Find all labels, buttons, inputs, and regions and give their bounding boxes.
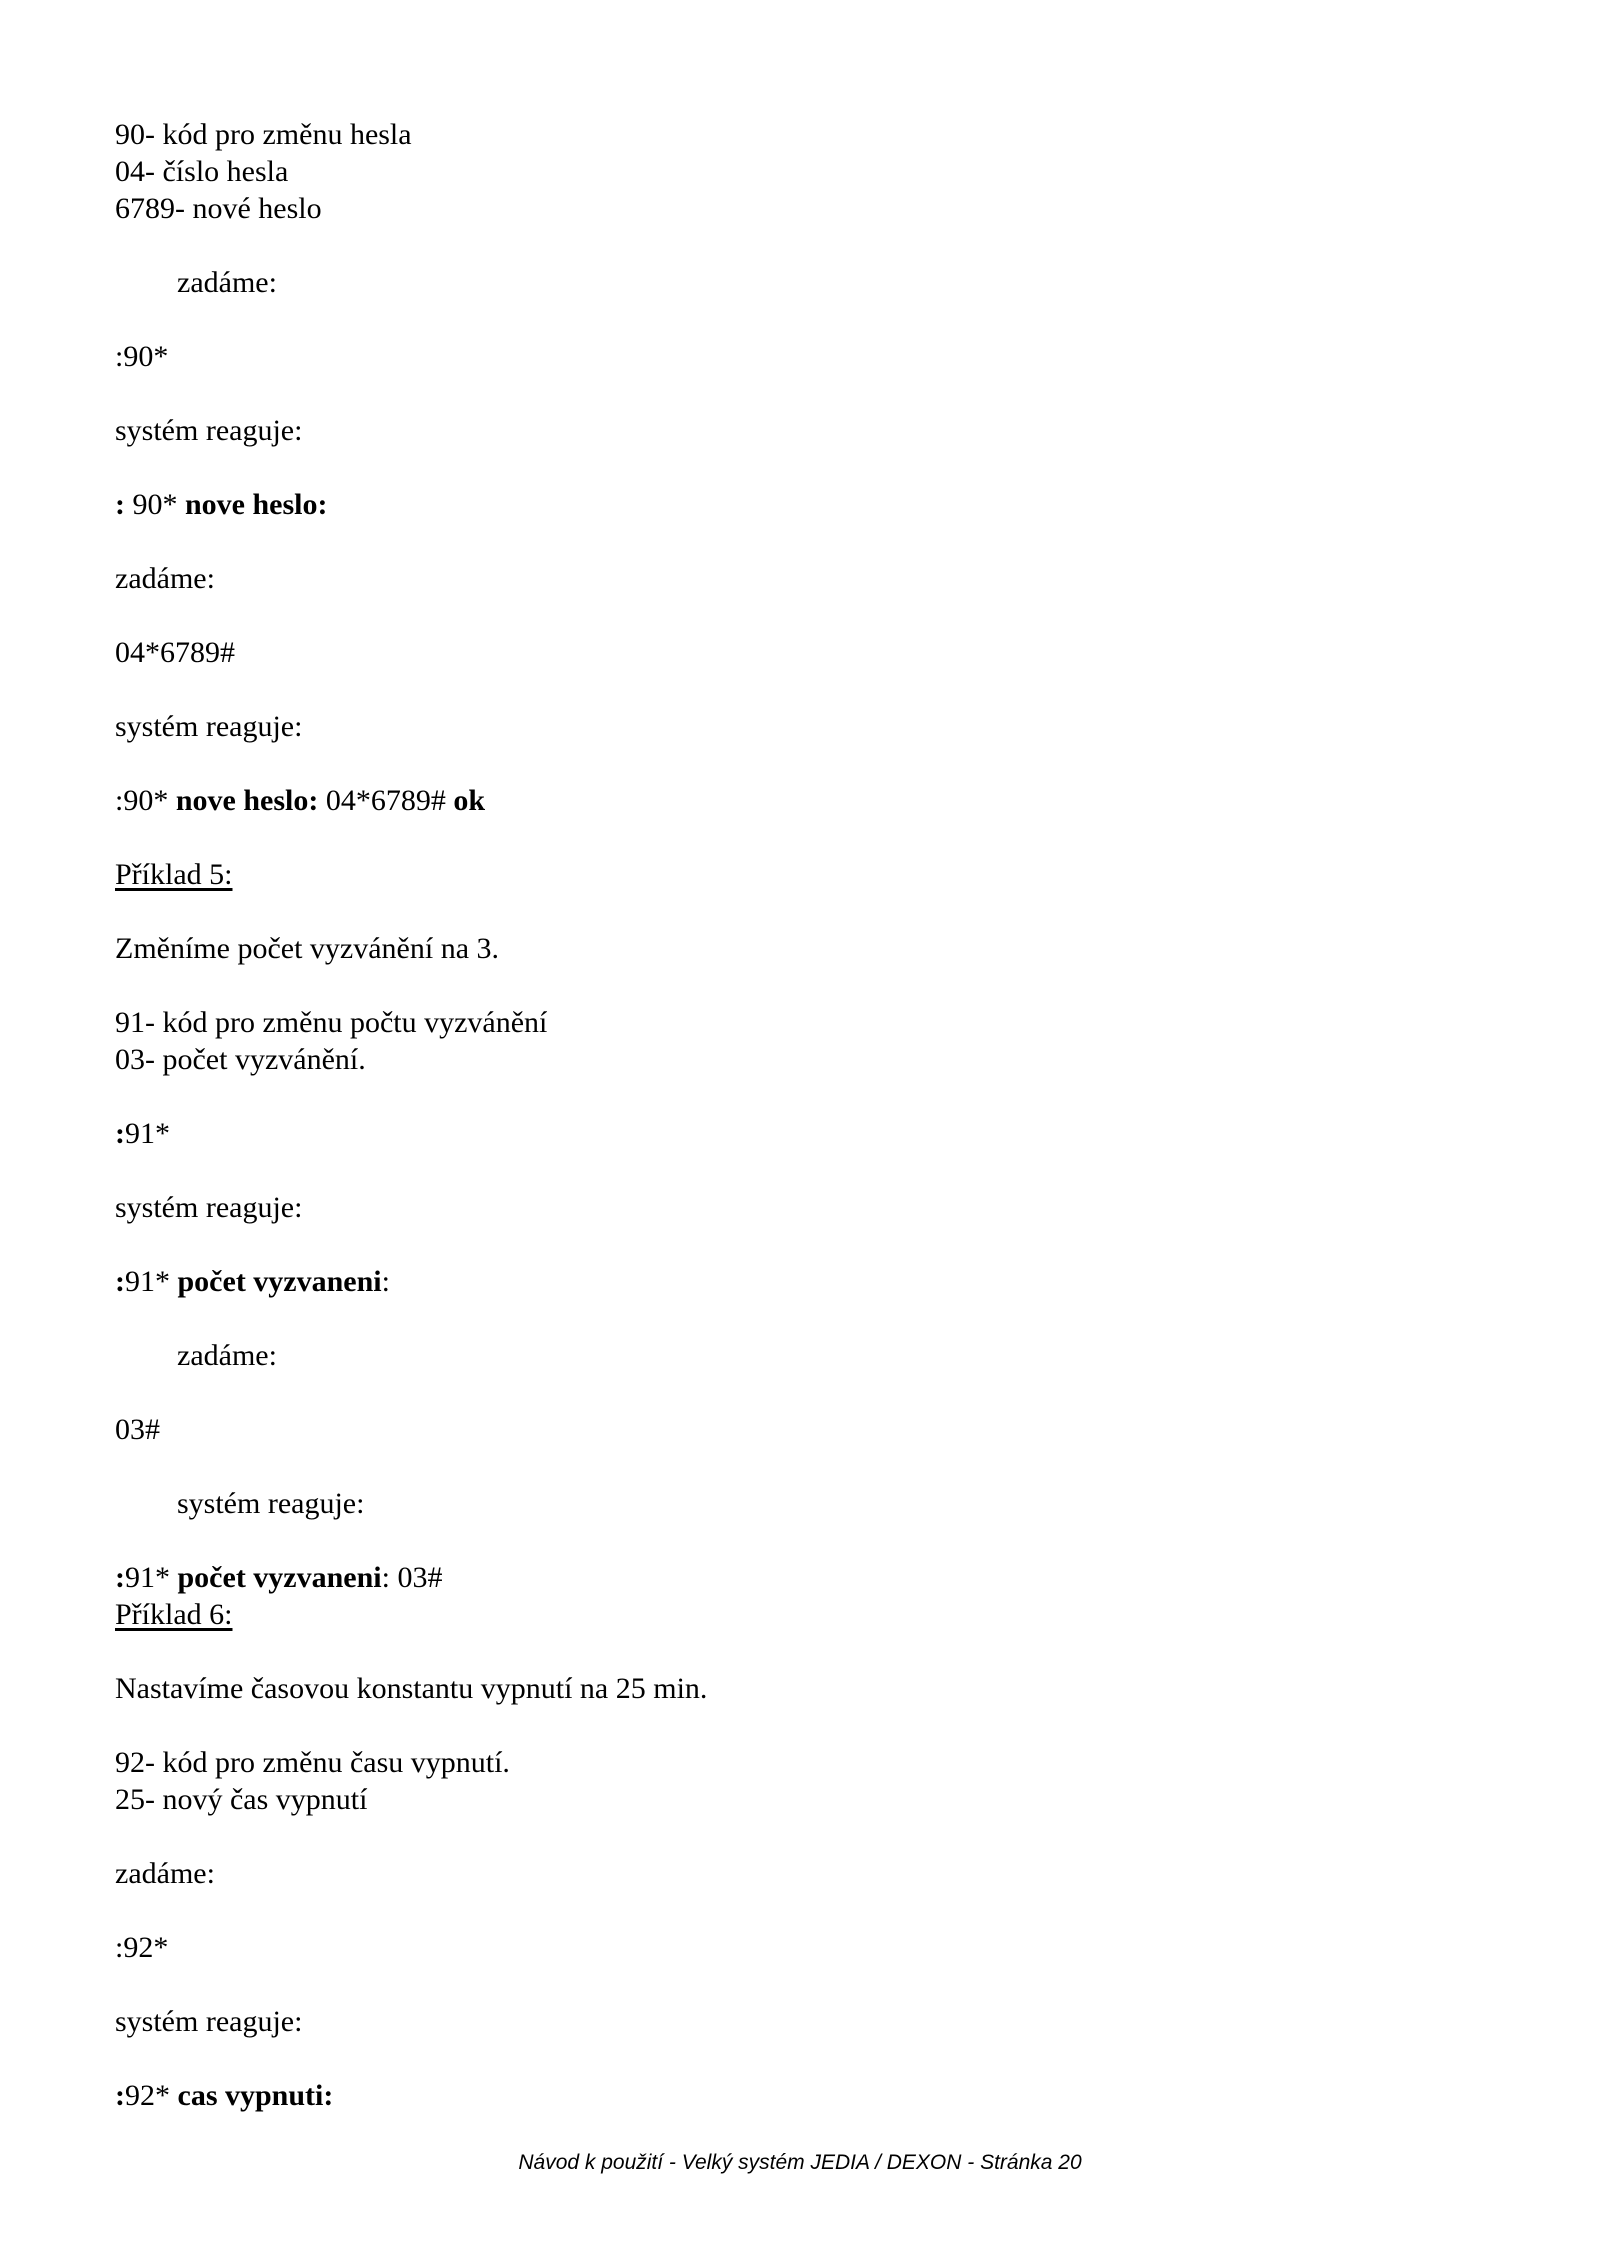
command-code: 91* (125, 1265, 178, 1298)
system-response-line (115, 486, 328, 523)
response-text: počet vyzvaneni (177, 1265, 382, 1298)
text-line: 6789- nové heslo (115, 192, 322, 225)
response-ok: ok (453, 784, 486, 817)
command-code: :90* (115, 784, 176, 817)
text-line: 90- kód pro změnu hesla (115, 118, 412, 151)
command-code: 90* (125, 488, 185, 521)
code-line: 03# (115, 1413, 160, 1446)
system-response-line (115, 1559, 442, 1596)
prompt-colon: : (115, 1117, 125, 1150)
code-line: 04*6789# (115, 636, 235, 669)
page-footer: Návod k použití - Velký systém JEDIA / DEXON - Stránka 20 (518, 2151, 1082, 2174)
text-line: zadáme: (177, 1339, 277, 1372)
code-line: :90* (115, 340, 169, 373)
prompt-colon: : (115, 1561, 125, 1594)
text-line: Změníme počet vyzvánění na 3. (115, 932, 500, 965)
text-line: zadáme: (115, 1857, 215, 1890)
text-line: Nastavíme časovou konstantu vypnutí na 25 min. (115, 1672, 708, 1705)
command-code: 91* (125, 1117, 170, 1150)
text-line: systém reaguje: (115, 414, 303, 447)
prompt-colon: : (115, 2079, 125, 2112)
text-line: systém reaguje: (115, 1191, 303, 1224)
command-code: 91* (125, 1561, 178, 1594)
prompt-colon: : (115, 488, 125, 521)
entered-value: : 03# (381, 1561, 443, 1594)
text-line: zadáme: (115, 562, 215, 595)
system-response-line (115, 2077, 333, 2114)
code-line (115, 1115, 170, 1152)
prompt-colon: : (115, 1265, 125, 1298)
text-line: 25- nový čas vypnutí (115, 1783, 368, 1816)
system-response-line (115, 782, 485, 819)
text-line: 04- číslo hesla (115, 155, 289, 188)
command-code: 92* (125, 2079, 178, 2112)
response-text: nove heslo: (175, 784, 319, 817)
system-response-line (115, 1263, 390, 1300)
response-colon: : (381, 1265, 390, 1298)
response-text: nove heslo: (185, 488, 328, 521)
text-line: 03- počet vyzvánění. (115, 1043, 366, 1076)
example-heading: Příklad 5: (115, 858, 233, 891)
text-line: 92- kód pro změnu času vypnutí. (115, 1746, 510, 1779)
text-line: zadáme: (177, 266, 277, 299)
example-heading: Příklad 6: (115, 1598, 233, 1631)
response-text: cas vypnuti: (177, 2079, 334, 2112)
entered-value: 04*6789# (318, 784, 454, 817)
text-line: systém reaguje: (177, 1487, 365, 1520)
text-line: 91- kód pro změnu počtu vyzvánění (115, 1006, 548, 1039)
text-line: systém reaguje: (115, 710, 303, 743)
response-text: počet vyzvaneni (177, 1561, 382, 1594)
code-line: :92* (115, 1931, 169, 1964)
text-line: systém reaguje: (115, 2005, 303, 2038)
